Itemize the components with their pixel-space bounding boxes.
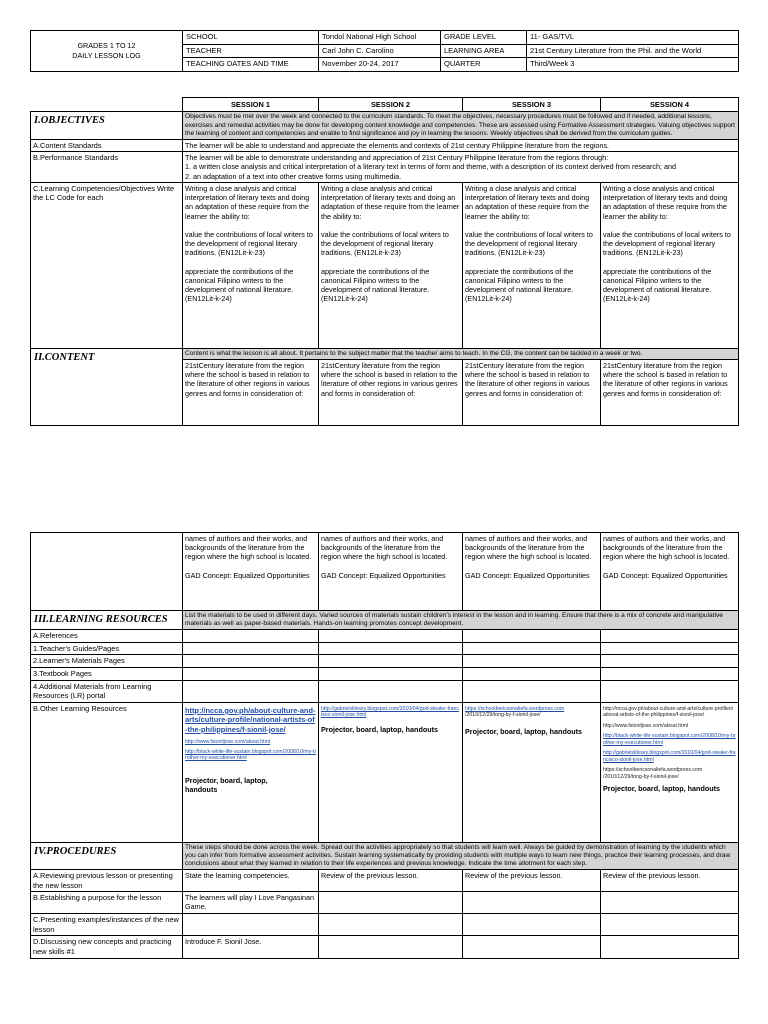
content-standards-label: A.Content Standards <box>31 139 183 152</box>
gad-concept: GAD Concept: Equalized Opportunities <box>603 570 728 580</box>
fsioniljose-link-plain: http://www.fsioniljose.com/about.html <box>603 722 689 729</box>
competencies-session-1 <box>183 182 319 348</box>
title-line-2: DAILY LESSON LOG <box>72 50 141 60</box>
session-2-header: SESSION 2 <box>319 98 463 112</box>
competency-item: value the contributions of local writers to the development of regional literary traditions. (EN12Lit-k-23) <box>321 229 449 258</box>
session-3-header: SESSION 3 <box>463 98 601 112</box>
teacher-value: Carl John C. Carolino <box>319 44 441 58</box>
content-cont-text: names of authors and their works, and backgrounds of the literature from the region where the high school is located. <box>603 534 730 562</box>
performance-standards-label: B.Performance Standards <box>31 152 183 183</box>
content-session-3: 21stCentury literature from the region where the school is based in relation to the literature of other regions in various genres and forms in consideration of: <box>463 359 601 425</box>
gabriels-library-link[interactable]: http://gabrielslibrary.blogspot.com/2010/04/god-stealer-francisco-sionil-jose.html <box>603 750 736 763</box>
procedure-c-label: C.Presenting examples/instances of the new lesson <box>31 914 183 936</box>
procedure-b-session-1: The learners will play I Love Pangasinan Game. <box>183 892 319 914</box>
references-label: A.References <box>31 630 183 643</box>
procedure-d-session-1: Introduce F. Sionil Jose. <box>183 936 319 958</box>
procedures-note: These steps should be done across the week. Spread out the activities appropriately so that students will learn well. Always be guided by demonstration of learning by the students which you can infer from formative assessment activities. Sustain learning systematically by providing students with multiple ways to learn new things, practice their learning processes, and draw conclusions about what they learned in relation to their life experiences and previous knowledge. Indicate the time allotment for each step. <box>183 842 739 869</box>
wordpress-link-path: /2010/12/29/tong-by-f-sionil-jose/ <box>465 712 541 719</box>
ncca-link-plain: http://ncca.gov.ph/about-culture-and-arts/culture-profile/national-artists-of-the-philippines/f-sionil-jose/ <box>603 705 734 719</box>
procedure-a-label: A.Reviewing previous lesson or presenting the new lesson <box>31 869 183 891</box>
competency-item: appreciate the contributions of the canonical Filipino writers to the development of national literature. (EN12Lit-k-24) <box>465 266 574 304</box>
procedure-a-session-1: State the learning competencies. <box>183 869 319 891</box>
school-value: Tondol National High School <box>319 31 441 45</box>
content-cont-session-1 <box>183 533 319 611</box>
objectives-heading: I.OBJECTIVES <box>31 112 183 139</box>
teacher-label: TEACHER <box>183 44 319 58</box>
lesson-table-top <box>30 97 739 426</box>
blog-link[interactable]: http://black-white-life-sustain.blogspot.com/2008/10/my-brother-my-executioner.html <box>185 748 316 762</box>
materials-text: Projector, board, laptop, handouts <box>603 784 721 794</box>
competencies-session-2 <box>319 182 463 348</box>
content-session-2: 21stCentury literature from the region where the school is based in relation to the literature of other regions in various genres and forms in consideration of: <box>319 359 463 425</box>
session-4-header: SESSION 4 <box>601 98 739 112</box>
procedure-a-session-3: Review of the previous lesson. <box>463 869 601 891</box>
competency-intro: Writing a close analysis and critical interpretation of literary texts and doing an adaptation of these require from the learner the ability to: <box>465 183 590 221</box>
area-value: 21st Century Literature from the Phil. and the World <box>527 44 739 58</box>
competency-intro: Writing a close analysis and critical interpretation of literary texts and doing an adaptation of these require from the learner the ability to: <box>603 183 728 221</box>
procedure-b-label: B.Establishing a purpose for the lesson <box>31 892 183 914</box>
session-1-header: SESSION 1 <box>183 98 319 112</box>
area-label: LEARNING AREA <box>441 44 527 58</box>
gad-concept: GAD Concept: Equalized Opportunities <box>185 570 310 580</box>
lesson-table-bottom <box>30 532 739 959</box>
school-label: SCHOOL <box>183 31 319 45</box>
other-resources-session-4 <box>601 702 739 842</box>
title-line-1: GRADES 1 TO 12 <box>77 40 136 50</box>
content-cont-text: names of authors and their works, and backgrounds of the literature from the region where the high school is located. <box>321 534 448 562</box>
content-cont-text: names of authors and their works, and backgrounds of the literature from the region where the high school is located. <box>465 534 592 562</box>
fsioniljose-link[interactable]: http://www.fsioniljose.com/about.html <box>185 739 271 746</box>
dates-label: TEACHING DATES AND TIME <box>183 58 319 72</box>
competency-item: appreciate the contributions of the canonical Filipino writers to the development of national literature. (EN12Lit-k-24) <box>185 266 294 304</box>
procedure-d-label: D.Discussing new concepts and practicing new skills #1 <box>31 936 183 958</box>
other-resources-label: B.Other Learning Resources <box>31 702 183 842</box>
quarter-label: QUARTER <box>441 58 527 72</box>
gabriels-library-link[interactable]: http://gabrielslibrary.blogspot.com/2010/04/god-stealer-francisco-sionil-jose.html <box>321 705 460 719</box>
performance-standards-item-1: 1. a written close analysis and critical interpretation of a literary text in terms of form and theme, with a description of its context derived from research; and <box>185 162 676 172</box>
teachers-guide-label: 1.Teacher's Guides/Pages <box>31 642 183 655</box>
resources-note: List the materials to be used in different days. Varied sources of materials sustain children's interest in the lesson and in learning. Ensure that there is a mix of concrete and manipulative materials as well as paper-based materials. Hands-on learning promotes concept development. <box>183 611 739 630</box>
wordpress-link-plain: https://schoolbericsonaliefa.wordpress.com <box>603 767 703 774</box>
grade-label: GRADE LEVEL <box>441 31 527 45</box>
content-continued-label <box>31 533 183 611</box>
other-resources-session-1 <box>183 702 319 842</box>
wordpress-link[interactable]: https://schoolbericsonaliefa.wordpress.com <box>465 705 565 712</box>
other-resources-session-3 <box>463 702 601 842</box>
materials-text: Projector, board, laptop, handouts <box>185 775 268 794</box>
materials-text: Projector, board, laptop, handouts <box>321 724 439 734</box>
content-cont-text: names of authors and their works, and backgrounds of the literature from the region where the high school is located. <box>185 534 312 562</box>
textbook-pages-label: 3.Textbook Pages <box>31 667 183 680</box>
header-table <box>30 30 739 72</box>
log-title <box>31 31 183 72</box>
lr-portal-label: 4.Additional Materials from Learning Resources (LR) portal <box>31 680 183 702</box>
quarter-value: Third/Week 3 <box>527 58 739 72</box>
competency-item: value the contributions of local writers to the development of regional literary traditions. (EN12Lit-k-23) <box>465 229 593 258</box>
content-standards-text: The learner will be able to understand and appreciate the elements and contexts of 21st century Philippine literature from the regions. <box>183 139 739 152</box>
resources-heading: III.LEARNING RESOURCES <box>31 611 183 630</box>
competencies-session-3 <box>463 182 601 348</box>
content-session-4: 21stCentury literature from the region where the school is based in relation to the literature of other regions in various genres and forms in consideration of: <box>601 359 739 425</box>
procedure-a-session-4: Review of the previous lesson. <box>601 869 739 891</box>
competency-item: appreciate the contributions of the canonical Filipino writers to the development of national literature. (EN12Lit-k-24) <box>603 266 712 304</box>
grade-value: 11- GAS/TVL <box>527 31 739 45</box>
procedure-a-session-2: Review of the previous lesson. <box>319 869 463 891</box>
performance-standards-text <box>183 152 739 183</box>
dates-value: November 20-24, 2017 <box>319 58 441 72</box>
performance-standards-intro: The learner will be able to demonstrate understanding and appreciation of 21st Century Philippine literature from the regions through: <box>185 153 609 163</box>
gad-concept: GAD Concept: Equalized Opportunities <box>321 570 446 580</box>
competency-item: value the contributions of local writers to the development of regional literary traditions. (EN12Lit-k-23) <box>603 229 731 258</box>
ncca-link[interactable]: http://ncca.gov.ph/about-culture-and-arts/culture-profile/national-artists-of-the-philippines/f-sionil-jose/ <box>185 705 316 734</box>
gad-concept: GAD Concept: Equalized Opportunities <box>465 570 590 580</box>
objectives-note: Objectives must be met over the week and connected to the curriculum standards. To meet the objectives, necessary procedures must be followed and if needed, additional lessons, exercises and remedial activities may be done for developing content knowledge and competencies. These are assessed using Formative Assessment strategies. Valuing objectives support the learning of content and competencies and enable to find significance and joy in learning the lessons. Weekly objectives shall be derived from the curriculum guides. <box>183 112 739 139</box>
competencies-session-4 <box>601 182 739 348</box>
content-session-1: 21stCentury literature from the region where the school is based in relation to the literature of other regions in various genres and forms in consideration of: <box>183 359 319 425</box>
competencies-label: C.Learning Competencies/Objectives Write the LC Code for each <box>31 182 183 348</box>
content-cont-session-4 <box>601 533 739 611</box>
other-resources-session-2 <box>319 702 463 842</box>
competency-intro: Writing a close analysis and critical interpretation of literary texts and doing an adaptation of these require from the learner the ability to: <box>321 183 460 221</box>
performance-standards-item-2: 2. an adaptation of a text into other creative forms using multimedia. <box>185 171 402 181</box>
procedures-heading: IV.PROCEDURES <box>31 842 183 869</box>
wordpress-link-path: /2010/12/29/tong-by-f-sionil-jose/ <box>603 773 679 780</box>
content-heading: II.CONTENT <box>31 348 183 425</box>
learners-materials-label: 2.Learner's Materials Pages <box>31 655 183 668</box>
blog-link[interactable]: http://black-white-life-sustain.blogspot.com/2008/10/my-brother-my-executioner.html <box>603 733 736 746</box>
competency-intro: Writing a close analysis and critical interpretation of literary texts and doing an adaptation of these require from the learner the ability to: <box>185 183 310 221</box>
materials-text: Projector, board, laptop, handouts <box>465 726 583 736</box>
competency-item: appreciate the contributions of the canonical Filipino writers to the development of national literature. (EN12Lit-k-24) <box>321 266 430 304</box>
competency-item: value the contributions of local writers to the development of regional literary traditions. (EN12Lit-k-23) <box>185 229 313 258</box>
content-note: Content is what the lesson is all about. It pertains to the subject matter that the teacher aims to teach. In the CG, the content can be tackled in a week or two. <box>183 348 739 359</box>
content-cont-session-2 <box>319 533 463 611</box>
content-cont-session-3 <box>463 533 601 611</box>
